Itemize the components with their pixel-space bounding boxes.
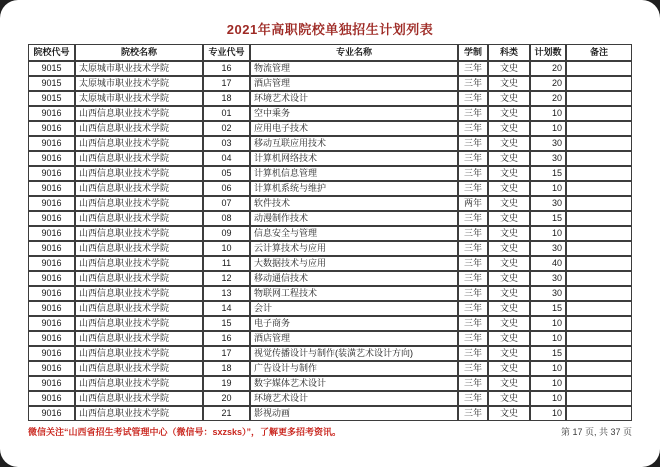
enrollment-plan-table — [28, 44, 632, 421]
table-row — [28, 286, 632, 301]
table-cell — [566, 121, 632, 136]
table-cell: 9016 — [28, 226, 75, 241]
table-cell: 18 — [203, 361, 250, 376]
table-row — [28, 346, 632, 361]
table-cell: 9016 — [28, 256, 75, 271]
table-cell: 文史 — [488, 211, 530, 226]
table-cell: 三年 — [458, 151, 488, 166]
table-cell: 文史 — [488, 136, 530, 151]
table-cell: 应用电子技术 — [250, 121, 458, 136]
table-row — [28, 61, 632, 76]
table-cell: 山西信息职业技术学院 — [75, 256, 203, 271]
table-cell: 06 — [203, 181, 250, 196]
table-cell: 两年 — [458, 196, 488, 211]
table-row — [28, 211, 632, 226]
table-cell: 山西信息职业技术学院 — [75, 376, 203, 391]
table-cell: 10 — [530, 406, 566, 421]
table-cell — [566, 316, 632, 331]
table-cell: 软件技术 — [250, 196, 458, 211]
table-row — [28, 256, 632, 271]
table-cell: 大数据技术与应用 — [250, 256, 458, 271]
table-cell: 三年 — [458, 256, 488, 271]
table-cell: 9016 — [28, 406, 75, 421]
table-cell: 15 — [530, 301, 566, 316]
table-cell: 文史 — [488, 226, 530, 241]
table-cell: 10 — [530, 331, 566, 346]
table-cell: 电子商务 — [250, 316, 458, 331]
table-row — [28, 331, 632, 346]
table-cell: 9016 — [28, 136, 75, 151]
table-cell: 酒店管理 — [250, 331, 458, 346]
table-cell: 10 — [203, 241, 250, 256]
table-cell: 04 — [203, 151, 250, 166]
table-cell — [566, 106, 632, 121]
table-cell: 17 — [203, 76, 250, 91]
table-cell: 文史 — [488, 256, 530, 271]
table-cell: 09 — [203, 226, 250, 241]
table-cell: 10 — [530, 316, 566, 331]
table-cell: 数字媒体艺术设计 — [250, 376, 458, 391]
table-cell: 13 — [203, 286, 250, 301]
table-cell: 物流管理 — [250, 61, 458, 76]
table-cell: 山西信息职业技术学院 — [75, 241, 203, 256]
table-cell: 酒店管理 — [250, 76, 458, 91]
table-cell: 9016 — [28, 196, 75, 211]
column-header: 专业代号 — [203, 44, 250, 61]
table-cell: 文史 — [488, 331, 530, 346]
table-cell: 三年 — [458, 391, 488, 406]
table-row — [28, 136, 632, 151]
table-cell: 移动互联应用技术 — [250, 136, 458, 151]
table-cell: 动漫制作技术 — [250, 211, 458, 226]
table-cell: 三年 — [458, 316, 488, 331]
table-cell: 文史 — [488, 106, 530, 121]
table-cell: 文史 — [488, 76, 530, 91]
table-cell: 视觉传播设计与制作(装潢艺术设计方向) — [250, 346, 458, 361]
table-cell: 三年 — [458, 241, 488, 256]
table-cell: 08 — [203, 211, 250, 226]
table-cell: 9016 — [28, 166, 75, 181]
page-title: 2021年高职院校单独招生计划列表 — [226, 22, 434, 37]
table-cell — [566, 286, 632, 301]
table-cell: 02 — [203, 121, 250, 136]
table-header-row — [28, 44, 632, 61]
table-cell: 9016 — [28, 211, 75, 226]
table-cell — [566, 391, 632, 406]
page-footer — [28, 425, 632, 438]
table-cell — [566, 136, 632, 151]
table-cell: 云计算技术与应用 — [250, 241, 458, 256]
table-cell — [566, 211, 632, 226]
table-cell: 文史 — [488, 181, 530, 196]
table-cell: 文史 — [488, 346, 530, 361]
table-cell: 9016 — [28, 361, 75, 376]
table-cell: 9016 — [28, 106, 75, 121]
table-cell: 文史 — [488, 286, 530, 301]
table-row — [28, 361, 632, 376]
table-cell: 三年 — [458, 136, 488, 151]
table-cell: 9016 — [28, 286, 75, 301]
table-cell: 文史 — [488, 361, 530, 376]
table-cell: 03 — [203, 136, 250, 151]
table-cell: 三年 — [458, 286, 488, 301]
table-cell: 30 — [530, 286, 566, 301]
table-cell: 文史 — [488, 61, 530, 76]
table-cell: 9015 — [28, 76, 75, 91]
table-cell: 信息安全与管理 — [250, 226, 458, 241]
table-cell: 文史 — [488, 196, 530, 211]
page-number-info: 第 17 页, 共 37 页 — [560, 427, 632, 437]
table-cell: 山西信息职业技术学院 — [75, 121, 203, 136]
table-cell — [566, 241, 632, 256]
table-cell: 9016 — [28, 121, 75, 136]
table-cell: 12 — [203, 271, 250, 286]
table-cell: 三年 — [458, 226, 488, 241]
table-cell: 40 — [530, 256, 566, 271]
table-cell: 文史 — [488, 121, 530, 136]
table-cell: 计算机信息管理 — [250, 166, 458, 181]
table-cell — [566, 346, 632, 361]
table-cell: 30 — [530, 136, 566, 151]
table-cell: 文史 — [488, 271, 530, 286]
table-cell: 文史 — [488, 376, 530, 391]
table-cell: 山西信息职业技术学院 — [75, 361, 203, 376]
table-row — [28, 166, 632, 181]
table-cell: 10 — [530, 121, 566, 136]
table-cell: 16 — [203, 331, 250, 346]
table-cell — [566, 301, 632, 316]
table-cell: 9016 — [28, 346, 75, 361]
table-cell — [566, 166, 632, 181]
table-row — [28, 121, 632, 136]
table-cell — [566, 91, 632, 106]
table-cell: 20 — [530, 61, 566, 76]
table-cell: 05 — [203, 166, 250, 181]
table-cell: 广告设计与制作 — [250, 361, 458, 376]
table-cell: 三年 — [458, 301, 488, 316]
table-row — [28, 106, 632, 121]
table-cell: 文史 — [488, 316, 530, 331]
table-cell: 文史 — [488, 151, 530, 166]
table-cell: 三年 — [458, 361, 488, 376]
table-cell — [566, 76, 632, 91]
table-row — [28, 226, 632, 241]
table-cell — [566, 406, 632, 421]
table-row — [28, 181, 632, 196]
column-header: 专业名称 — [250, 44, 458, 61]
table-cell — [566, 151, 632, 166]
table-row — [28, 241, 632, 256]
table-cell: 10 — [530, 226, 566, 241]
table-cell: 三年 — [458, 121, 488, 136]
table-row — [28, 151, 632, 166]
table-cell: 山西信息职业技术学院 — [75, 286, 203, 301]
table-row — [28, 196, 632, 211]
table-cell — [566, 331, 632, 346]
table-cell: 山西信息职业技术学院 — [75, 331, 203, 346]
table-cell: 20 — [530, 76, 566, 91]
column-header: 院校名称 — [75, 44, 203, 61]
table-row — [28, 301, 632, 316]
column-header: 科类 — [488, 44, 530, 61]
table-row — [28, 391, 632, 406]
table-cell: 文史 — [488, 166, 530, 181]
table-cell: 移动通信技术 — [250, 271, 458, 286]
table-cell: 三年 — [458, 376, 488, 391]
table-cell: 文史 — [488, 241, 530, 256]
table-cell: 三年 — [458, 76, 488, 91]
table-cell: 30 — [530, 241, 566, 256]
table-cell: 文史 — [488, 91, 530, 106]
wechat-notice: 微信关注“山西省招生考试管理中心（微信号：sxzsks）”，了解更多招考资讯。 — [28, 427, 342, 437]
table-cell: 21 — [203, 406, 250, 421]
table-row — [28, 271, 632, 286]
table-cell: 文史 — [488, 406, 530, 421]
table-row — [28, 76, 632, 91]
table-cell: 10 — [530, 361, 566, 376]
table-cell: 10 — [530, 106, 566, 121]
table-cell: 20 — [530, 91, 566, 106]
table-cell: 15 — [530, 346, 566, 361]
table-cell: 环境艺术设计 — [250, 91, 458, 106]
table-cell: 10 — [530, 181, 566, 196]
table-cell: 山西信息职业技术学院 — [75, 346, 203, 361]
table-body — [28, 61, 632, 421]
table-cell — [566, 226, 632, 241]
table-cell: 山西信息职业技术学院 — [75, 181, 203, 196]
table-cell: 会计 — [250, 301, 458, 316]
table-cell: 三年 — [458, 346, 488, 361]
table-cell: 20 — [203, 391, 250, 406]
table-cell: 30 — [530, 196, 566, 211]
table-cell: 9015 — [28, 61, 75, 76]
table-cell: 15 — [203, 316, 250, 331]
table-cell: 影视动画 — [250, 406, 458, 421]
table-cell — [566, 361, 632, 376]
table-cell: 山西信息职业技术学院 — [75, 301, 203, 316]
table-cell: 三年 — [458, 331, 488, 346]
table-cell: 山西信息职业技术学院 — [75, 406, 203, 421]
table-cell: 三年 — [458, 271, 488, 286]
table-cell: 19 — [203, 376, 250, 391]
table-cell: 三年 — [458, 166, 488, 181]
table-row — [28, 316, 632, 331]
table-row — [28, 376, 632, 391]
column-header: 备注 — [566, 44, 632, 61]
table-row — [28, 91, 632, 106]
table-cell: 11 — [203, 256, 250, 271]
table-cell: 三年 — [458, 406, 488, 421]
table-cell — [566, 196, 632, 211]
table-cell: 9016 — [28, 181, 75, 196]
table-cell: 9016 — [28, 376, 75, 391]
table-cell: 01 — [203, 106, 250, 121]
table-cell: 山西信息职业技术学院 — [75, 211, 203, 226]
table-cell — [566, 376, 632, 391]
table-cell: 太原城市职业技术学院 — [75, 91, 203, 106]
table-cell: 三年 — [458, 91, 488, 106]
table-cell: 文史 — [488, 301, 530, 316]
table-cell: 山西信息职业技术学院 — [75, 226, 203, 241]
table-cell: 9016 — [28, 271, 75, 286]
table-cell: 9016 — [28, 331, 75, 346]
table-cell: 15 — [530, 166, 566, 181]
table-cell: 太原城市职业技术学院 — [75, 76, 203, 91]
table-cell — [566, 256, 632, 271]
table-cell: 17 — [203, 346, 250, 361]
table-cell: 山西信息职业技术学院 — [75, 391, 203, 406]
table-cell: 9015 — [28, 91, 75, 106]
table-cell: 空中乘务 — [250, 106, 458, 121]
table-cell: 9016 — [28, 301, 75, 316]
table-cell: 山西信息职业技术学院 — [75, 151, 203, 166]
table-cell: 18 — [203, 91, 250, 106]
table-cell — [566, 61, 632, 76]
table-cell: 9016 — [28, 241, 75, 256]
table-cell: 物联网工程技术 — [250, 286, 458, 301]
table-cell: 07 — [203, 196, 250, 211]
table-cell: 30 — [530, 271, 566, 286]
column-header: 学制 — [458, 44, 488, 61]
table-cell: 太原城市职业技术学院 — [75, 61, 203, 76]
table-cell — [566, 271, 632, 286]
table-cell: 山西信息职业技术学院 — [75, 106, 203, 121]
table-cell: 16 — [203, 61, 250, 76]
table-cell: 文史 — [488, 391, 530, 406]
table-cell: 三年 — [458, 106, 488, 121]
table-cell: 山西信息职业技术学院 — [75, 271, 203, 286]
table-cell: 15 — [530, 211, 566, 226]
table-cell: 10 — [530, 391, 566, 406]
table-cell: 环境艺术设计 — [250, 391, 458, 406]
table-cell: 计算机网络技术 — [250, 151, 458, 166]
table-cell: 10 — [530, 376, 566, 391]
table-cell: 9016 — [28, 316, 75, 331]
table-cell: 三年 — [458, 181, 488, 196]
table-cell: 三年 — [458, 61, 488, 76]
table-cell: 9016 — [28, 151, 75, 166]
table-cell: 9016 — [28, 391, 75, 406]
table-cell: 山西信息职业技术学院 — [75, 166, 203, 181]
table-cell: 14 — [203, 301, 250, 316]
column-header: 计划数 — [530, 44, 566, 61]
table-cell — [566, 181, 632, 196]
table-cell: 山西信息职业技术学院 — [75, 136, 203, 151]
table-cell: 计算机系统与维护 — [250, 181, 458, 196]
table-cell: 山西信息职业技术学院 — [75, 316, 203, 331]
column-header: 院校代号 — [28, 44, 75, 61]
table-row — [28, 406, 632, 421]
table-cell: 三年 — [458, 211, 488, 226]
table-cell: 30 — [530, 151, 566, 166]
table-cell: 山西信息职业技术学院 — [75, 196, 203, 211]
